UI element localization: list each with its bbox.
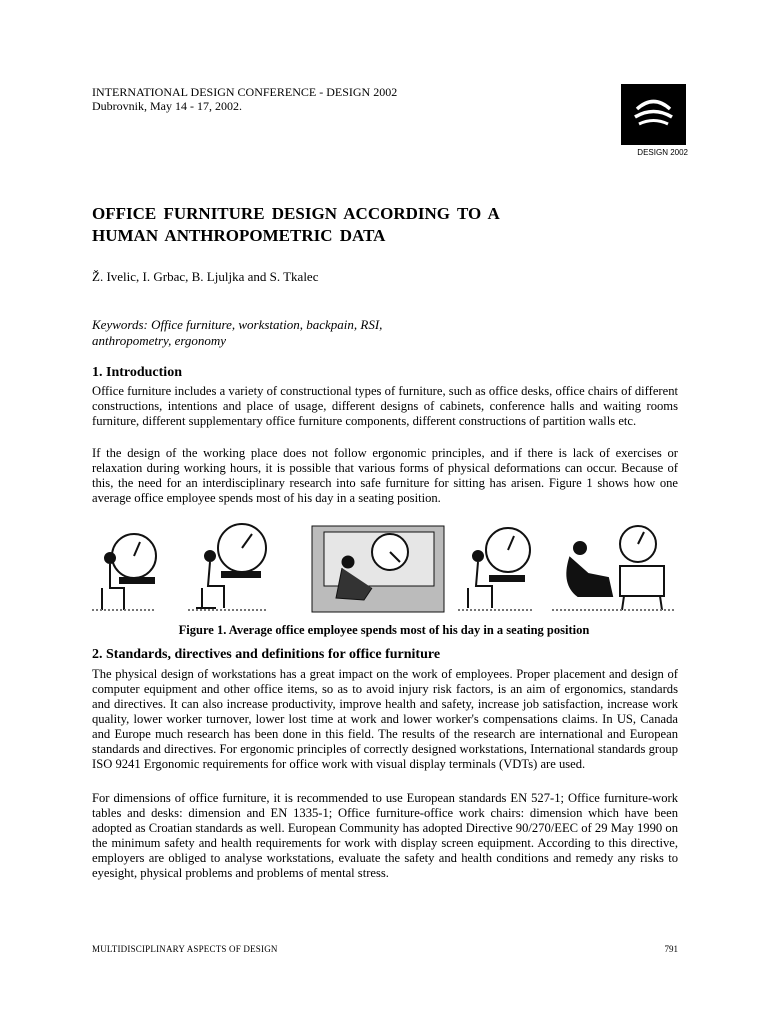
keywords	[92, 317, 512, 349]
authors: Ž. Ivelic, I. Grbac, B. Ljuljka and S. Tkalec	[92, 269, 319, 284]
paper-title	[92, 203, 612, 247]
section-1-paragraph-1: Office furniture includes a variety of constructional types of furniture, such as office desks, office chairs of different constructions, intentions and place of usage, different designs of cabinets, conference halls and waiting rooms furniture, different supplementary office furniture components, different constructions of partition walls etc.	[92, 384, 678, 428]
section-2-paragraph-1: The physical design of workstations has a great impact on the work of employees. Proper placement and design of computer equipment and other office items, so as to avoid injury risk factors, is an aim of ergonomics, standards and directives. It can also increase productivity, improve health and safety, increase job satisfaction, increase work quality, lower worker turnover, lower lost time at work and lower worker's compensations claims. In US, Canada and Europe much research has been done in this field. The results of the research are international and European standards and directives. For ergonomic principles of correctly designed workstations, International standards group ISO 9241 Ergonomic requirements for office work with visual display terminals (VDTs) are used.	[92, 667, 678, 771]
figure-panel-4	[458, 528, 532, 610]
keywords-line-1: Keywords: Office furniture, workstation, backpain, RSI,	[92, 317, 383, 332]
figure-1-caption: Figure 1. Average office employee spends most of his day in a seating position	[178, 623, 590, 637]
conference-header	[92, 85, 397, 113]
title-line-2: HUMAN ANTHROPOMETRIC DATA	[92, 226, 386, 245]
figure-1	[92, 518, 676, 618]
design-logo-icon	[621, 84, 686, 145]
conference-location: Dubrovnik, May 14 - 17, 2002.	[92, 99, 242, 113]
section-2-heading: 2. Standards, directives and definitions for office furniture	[92, 647, 441, 662]
keywords-line-2: anthropometry, ergonomy	[92, 333, 227, 348]
title-line-1: OFFICE FURNITURE DESIGN ACCORDING TO A	[92, 204, 500, 223]
section-2-paragraph-2: For dimensions of office furniture, it is recommended to use European standards EN 527-1; Office furniture-work tables and desks: dimension and EN 1335-1; Office furniture-office work chairs: dimension which have been adopted as Croatian standards as well. European Community has adopted Directive 90/270/EEC of 29 May 1990 on the minimum safety and health requirements for work with display screen equipment. According to this directive, employers are obliged to analyse workstations, evaluate the safety and health conditions and remedy any risks to eyesight, physical problems and problems of mental stress.	[92, 791, 678, 880]
section-1-paragraph-2: If the design of the working place does not follow ergonomic principles, and if there is lack of exercises or relaxation during working hours, it is possible that various forms of physical deformations can occur. Because of this, the need for an interdisciplinary research into safe furniture for sitting has arisen. Figure 1 shows how one average office employee spends most of his day in a seating position.	[92, 446, 678, 505]
page-number: 791	[664, 944, 678, 954]
section-1-heading: 1. Introduction	[92, 365, 182, 380]
figure-panel-2	[188, 524, 268, 610]
figure-panel-5	[552, 526, 676, 610]
figure-panel-3	[312, 526, 444, 612]
conference-name: INTERNATIONAL DESIGN CONFERENCE - DESIGN 2002	[92, 85, 398, 99]
logo-caption: DESIGN 2002	[637, 148, 688, 157]
footer-section-title: MULTIDISCIPLINARY ASPECTS OF DESIGN	[92, 944, 278, 954]
figure-panel-1	[92, 534, 156, 610]
